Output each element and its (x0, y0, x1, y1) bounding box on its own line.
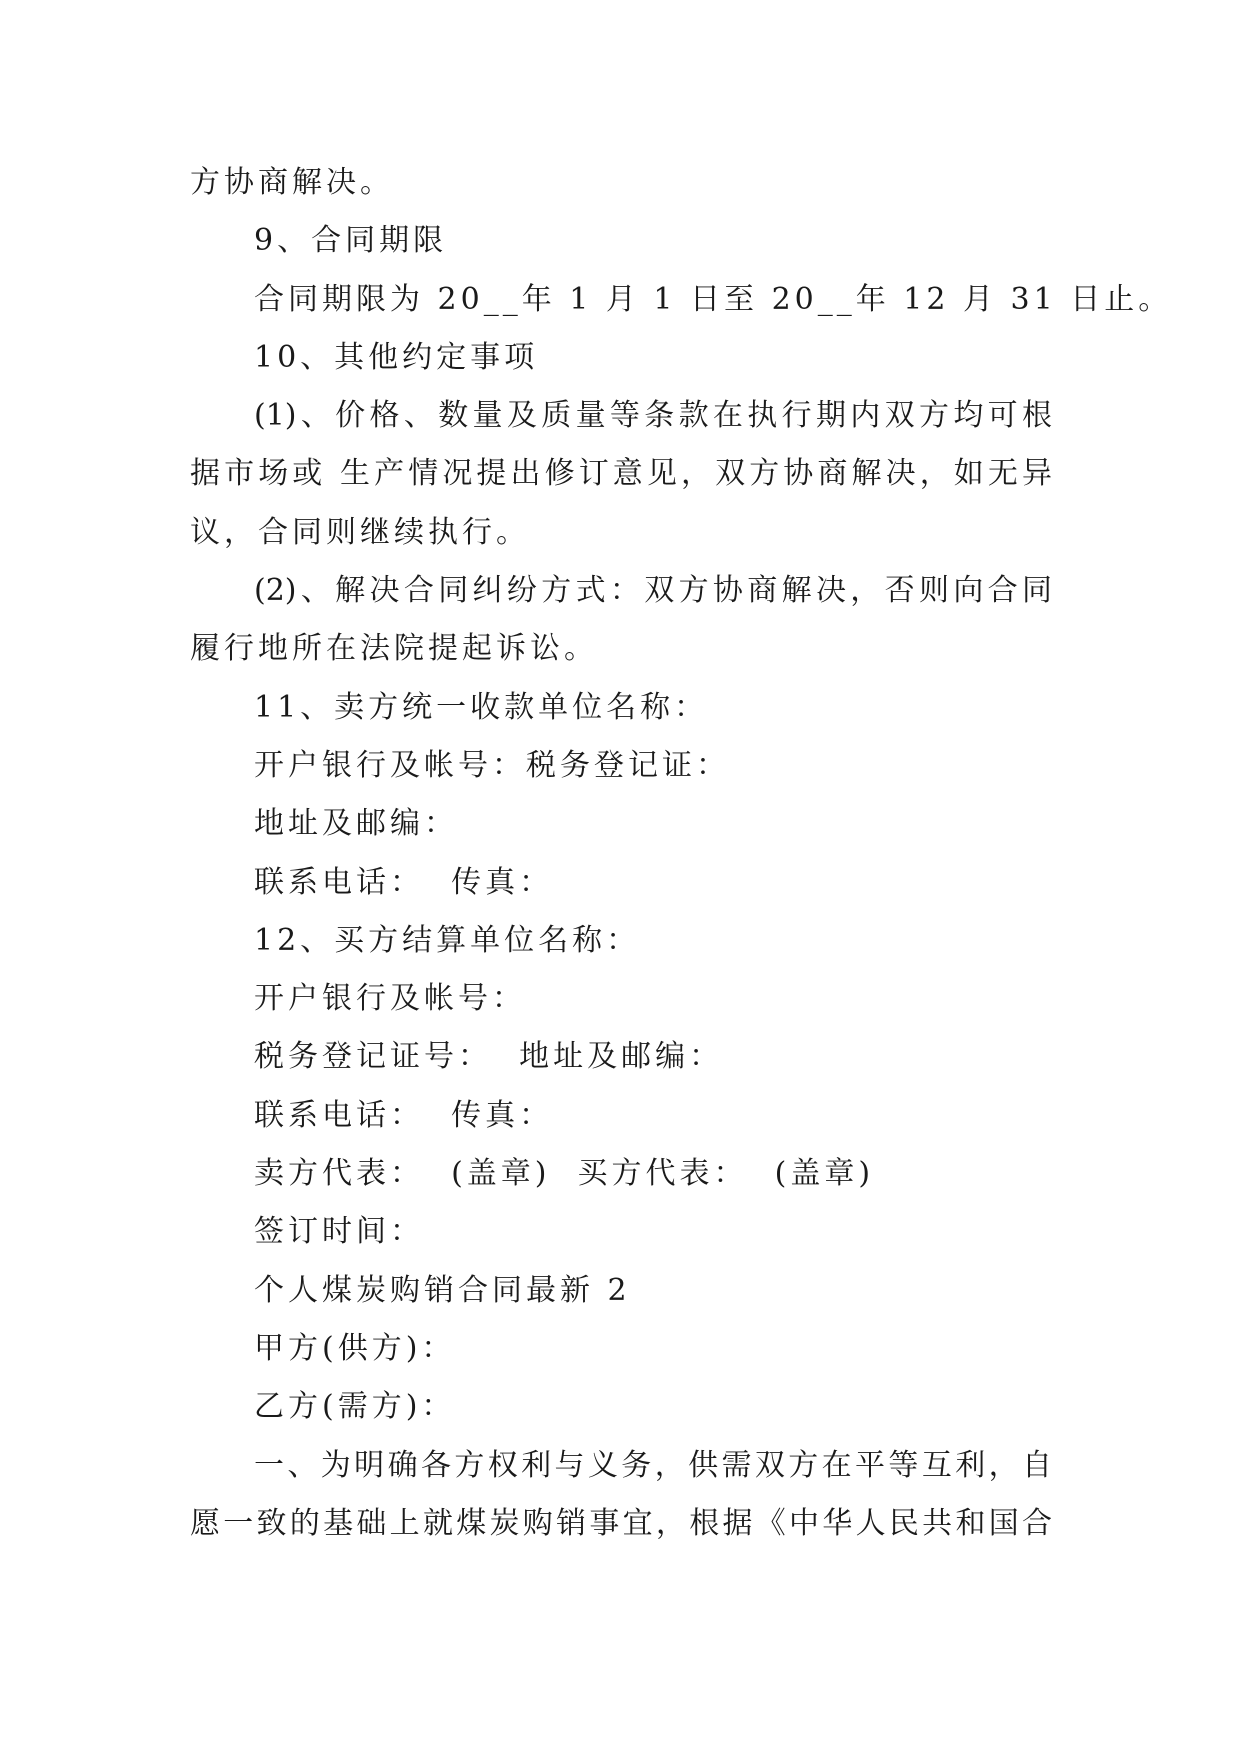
text-line: (1)、价格、数量及质量等条款在执行期内双方均可根 (254, 398, 1052, 434)
text-line: 甲方(供方)： (254, 1330, 456, 1366)
text-line: 税务登记证号： 地址及邮编： (254, 1039, 724, 1075)
text-line: 签订时间： (254, 1214, 424, 1250)
text-line: 合同期限为 20__年 1 月 1 日至 20__年 12 月 31 日止。 (254, 281, 1173, 317)
text-line: 乙方(需方)： (254, 1389, 456, 1425)
text-line: 联系电话： 传真： (254, 1097, 554, 1133)
text-line: 开户银行及帐号：税务登记证： (254, 747, 730, 783)
text-line: 联系电话： 传真： (254, 864, 554, 900)
text-line: 议，合同则继续执行。 (190, 514, 530, 550)
text-line: 开户银行及帐号： (254, 981, 526, 1017)
text-line: 愿一致的基础上就煤炭购销事宜，根据《中华人民共和国合 (190, 1505, 1052, 1541)
text-line: 方协商解决。 (190, 165, 394, 200)
text-line: 一、为明确各方权利与义务，供需双方在平等互利，自 (254, 1447, 1052, 1483)
text-line: 12、买方结算单位名称： (254, 922, 641, 958)
text-line: 10、其他约定事项 (254, 339, 539, 375)
text-line: (2)、解决合同纠纷方式：双方协商解决，否则向合同 (254, 573, 1052, 609)
text-line: 据市场或 生产情况提出修订意见，双方协商解决，如无异 (190, 456, 1052, 492)
text-line: 地址及邮编： (254, 806, 458, 842)
text-line: 卖方代表： (盖章) 买方代表： (盖章) (254, 1156, 875, 1192)
text-line: 9、合同期限 (254, 223, 448, 259)
document-body (190, 154, 1173, 1553)
text-line: 11、卖方统一收款单位名称： (254, 689, 709, 725)
text-line: 个人煤炭购销合同最新 2 (254, 1272, 631, 1308)
text-line: 履行地所在法院提起诉讼。 (190, 631, 598, 667)
